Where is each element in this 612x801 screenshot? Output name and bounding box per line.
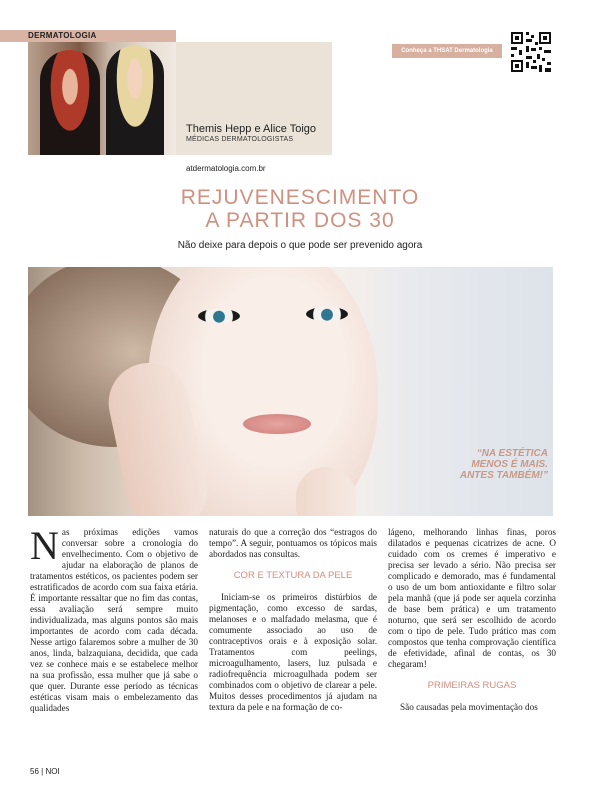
column-1	[30, 523, 198, 714]
column-3-end: São causadas pela movimentação dos	[400, 702, 538, 712]
website-link[interactable]: atdermatologia.com.br	[186, 164, 266, 173]
lips	[243, 414, 311, 434]
drop-cap: N	[30, 523, 59, 568]
column-3	[388, 527, 556, 713]
footer-separator: |	[41, 767, 44, 776]
column-3-text: lágeno, melhorando linhas finas, poros dilatados e pequenas cicatrizes de acne. O cuidado com os cremes é imperativo e precisa ser levado a sério. Não precisa ser complicado e demorado, mas é fundamental o uso de um bom antioxidante e filtro solar pela manhã (que já pode ser aquela corzinha de base bem prática) e um tratamento noturno, que será ser escolhido de acordo com o tipo de pele. Tudo prático mas com compostos que tenha comprovação científica de efetividade, afinal de contas, os 30 chegaram!	[388, 527, 556, 669]
author-portrait-1	[40, 50, 100, 155]
column-2-intro: naturais do que a correção dos “estragos do tempo”. A seguir, pontuamos os tópicos mais abordados nas consultas.	[209, 527, 377, 559]
authors-photo	[28, 42, 176, 155]
pull-quote-line-2: MENOS É MAIS.	[471, 459, 548, 470]
pull-quote-line-3: ANTES TAMBÉM!”	[459, 470, 548, 481]
qr-code-icon[interactable]	[509, 30, 553, 74]
article-subtitle: Não deixe para depois o que pode ser prevenido agora	[177, 240, 423, 251]
pull-quote	[418, 448, 548, 481]
author-name: Themis Hepp e Alice Toigo	[186, 123, 317, 135]
column-2-body: Iniciam-se os primeiros distúrbios de pigmentação, como excesso de sardas, melanoses e o malfadado melasma, que é comumente associado ao uso de contraceptivos orais e à exposição solar. Tratamentos com peelings, microagulhamento, lasers, luz pulsada e radiofrequência microagulhada podem ser combinados com o objetivo de clarear a pele. Muitos desses procedimentos já ajudam na textura da pele e na formação de co-	[209, 592, 377, 712]
subhead-primeiras-rugas: PRIMEIRAS RUGAS	[427, 680, 517, 691]
article-title-line-2: A PARTIR DOS 30	[205, 209, 395, 232]
page-footer	[30, 767, 60, 777]
right-eye	[306, 307, 348, 321]
author-portrait-2	[106, 46, 164, 155]
meet-badge[interactable]: Conheça a THSAT Dermatologia	[392, 44, 502, 58]
column-1-text: as próximas edições vamos conversar sobre a cronologia do envelhecimento. Com o objetivo de ajudar na elaboração de planos de tratamentos estéticos, os pacientes podem ser estratificados de acordo com sua faixa etária. É importante ressaltar que no fim das contas, essa avaliação será sempre muito individualizada, mas alguns pontos são mais importantes de acordo com cada década. Nesse artigo falaremos sobre a mulher de 30 anos, linda, balzaquiana, decidida, que cada vez se conhece mais e se estabelece melhor na sua profissão, essa mulher que já sabe o que quer. Durante esse período as técnicas estéticas visam mais o embelezamento das qualidades	[30, 527, 198, 713]
section-label: DERMATOLOGIA	[28, 31, 97, 40]
subhead-cor-textura: COR E TEXTURA DA PELE	[233, 570, 353, 581]
page-number: 56	[30, 767, 39, 776]
author-role: MÉDICAS DERMATOLOGISTAS	[186, 136, 294, 143]
magazine-name: NOI	[45, 767, 60, 776]
left-eye	[198, 309, 240, 323]
section-tab	[0, 30, 176, 42]
article-title-line-1: REJUVENESCIMENTO	[180, 186, 420, 209]
pull-quote-line-1: “NA ESTÉTICA	[476, 448, 548, 459]
column-2	[209, 527, 377, 713]
